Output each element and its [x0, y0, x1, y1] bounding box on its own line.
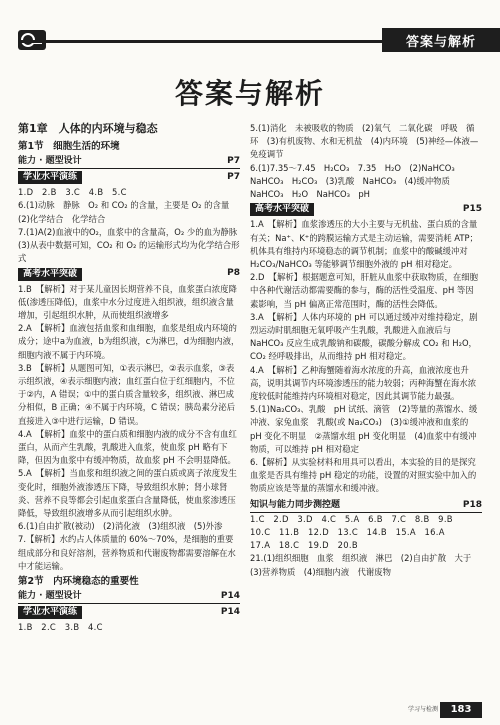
section-heading-2: 第2节 内环境稳态的重要性 — [18, 576, 139, 588]
ability-label: 能力 · 题型设计 — [18, 591, 82, 602]
answer-line: 10.C 11.B 12.D 13.C 14.B 15.A 16.A — [250, 526, 445, 537]
band-row-3 — [18, 606, 240, 619]
band-label: 高考水平突破 — [250, 203, 314, 216]
answer-line: 1.D 2.B 3.C 4.B 5.C — [18, 187, 127, 198]
answer-line: 1.C 2.D 3.D 4.C 5.A 6.B 7.C 8.B 9.B — [250, 513, 453, 524]
section-heading-1: 第1节 细胞生活的环境 — [18, 141, 120, 152]
answer-paragraph: 3.A 【解析】人体内环境的 pH 可以通过缓冲对维持稳定，剧烈运动时肌细胞无氧呼吸产生乳酸，乳酸进入血液后与 NaHCO₃ 反应生成乳酸钠和碳酸，碳酸分解成 CO₂ 和 H₂O，CO₂ 经呼吸排出，从而维持 pH 相对稳定。 — [250, 311, 478, 362]
sync-test-page: P18 — [462, 499, 482, 510]
answer-paragraph: 7.(1)A(2)血液中的O₂，血浆中的含量高，O₂ 少的血为静脉 (3)从表中数据可知，CO₂ 和 O₂ 的运输形式均为化学结合形式 — [18, 226, 246, 264]
answer-paragraph: 6.(1)自由扩散(被动) (2)消化液 (3)组织液 (5)外渗 — [18, 521, 223, 532]
answer-paragraph: 1.A 【解析】血浆渗透压的大小主要与无机盐、蛋白质的含量有关；Na⁺、K⁺的跨膜运输方式是主动运输，需要消耗 ATP；机体具有维持内环境稳态的调节机制；血浆中的酸碱缓冲对 H₂CO₃/NaHCO₃ 等能够调节细胞外液的 pH 相对稳定。 — [250, 219, 478, 270]
band-page: P8 — [227, 268, 240, 279]
answer-paragraph: 2.D 【解析】根据题意可知，肝脏从血浆中获取物质，在细胞中各种代谢活动都需要酶的参与，酶的活性受温度、pH 等因素影响，当 pH 偏离正常范围时，酶的活性会降低。 — [250, 272, 478, 309]
ability-page: P14 — [220, 591, 240, 602]
answer-line: 17.A 18.C 19.D 20.B — [250, 540, 358, 551]
answer-paragraph: 21.(1)组织细胞 血浆 组织液 淋巴 (2)自由扩散 大于 (3)营养物质 (4)细胞内液 代谢废物 — [250, 553, 480, 577]
band-row-2 — [18, 267, 240, 280]
header-tab: 答案与解析 — [382, 28, 500, 52]
band-label: 学业水平演练 — [18, 171, 82, 184]
answer-paragraph: 6.(1)动脉 静脉 O₂ 和 CO₂ 的含量，主要是 O₂ 的含量 (2)化学结合 化学结合 — [18, 200, 238, 224]
left-column — [18, 122, 246, 635]
sync-test-heading — [250, 499, 482, 513]
answer-paragraph: 5.A 【解析】当血浆和组织液之间的蛋白质或离子浓度发生变化时，细胞外液渗透压下降，导致组织水肿；肾小球肾炎、营养不良等都会引起血浆蛋白含量降低，使血浆渗透压降低，导致组织液增多从而引起组织水肿。 — [18, 468, 237, 519]
ability-heading-1 — [18, 155, 240, 169]
footer-stamp: 学习与检测 — [407, 706, 438, 713]
chapter-heading: 第1章 人体的内环境与稳态 — [18, 122, 158, 135]
band-page: P14 — [220, 607, 240, 618]
answer-paragraph: 6.【解析】从实验材料和用具可以看出，本实验的目的是探究血浆是否具有维持 pH 稳定的功能，设置的对照实验中加入的物质应该是等量的蒸馏水和缓冲液。 — [250, 457, 477, 494]
band-row-4 — [250, 203, 482, 216]
answer-paragraph: 4.A 【解析】乙种海蟹随着海水浓度的升高，血液浓度也升高，说明其调节内环境渗透压的能力较弱；丙种海蟹在海水浓度较低时能维持内环境相对稳定，因此其调节能力最强。 — [250, 364, 477, 402]
sync-test-label: 知识与能力同步测控题 — [250, 499, 341, 510]
answer-line: 1.B 2.C 3.B 4.C — [18, 622, 103, 633]
band-page: P7 — [227, 172, 240, 182]
ability-heading-2 — [18, 590, 240, 604]
answer-paragraph: 6.(1)7.35～7.45 H₂CO₃ 7.35 H₂O (2)NaHCO₃ NaHCO₃ H₂CO₃ (3)乳酸 NaHCO₃ (4)缓冲物质 NaHCO₃ H₂O NaHCO₃ pH — [250, 162, 464, 200]
right-column — [250, 122, 482, 579]
answer-paragraph: 3.B 【解析】从题图可知，①表示淋巴，②表示血浆，③表示组织液，④表示细胞内液；血红蛋白位于红细胞内，不位于②内，A 错误；①中的蛋白质含量较多，组织液、淋巴成分相似，B 正确；④不属于内环境，C 错误；胰岛素分泌后直接进入③中进行运输，D 错误。 — [18, 362, 236, 426]
band-label: 高考水平突破 — [18, 268, 82, 281]
page-title: 答案与解析 — [174, 77, 325, 110]
answer-paragraph: 5.(1)Na₂CO₃、乳酸 pH 试纸、滴管 (2)等量的蒸馏水、缓冲液、家兔血浆 乳酸(或 Na₂CO₃) (3)①缓冲液和血浆的 pH 变化不明显 ②蒸馏水组 pH 变化明显 (4)血浆中有缓冲物质，可以维持 pH 相对稳定 — [250, 404, 478, 454]
answer-paragraph: 7.【解析】水约占人体质量的 60%～70%，是细胞的重要组成部分和良好溶剂，营养物质和代谢废物都需要溶解在水中才能运输。 — [18, 534, 236, 571]
band-label: 学业水平演练 — [18, 606, 82, 619]
ability-page: P7 — [227, 156, 240, 166]
page-number: 183 — [440, 702, 482, 718]
ability-label: 能力 · 题型设计 — [18, 156, 82, 166]
page-header — [0, 0, 500, 52]
band-page: P15 — [462, 204, 482, 215]
answer-paragraph: 1.B 【解析】对于某儿童因长期营养不良，血浆蛋白浓度降低(渗透压降低)，血浆中水分过度进入组织液，组织液含量增加，引起组织水肿，从而使组织液增多 — [18, 283, 237, 321]
band-row-1 — [18, 171, 240, 184]
answer-paragraph: 4.A 【解析】血浆中的蛋白质和细胞内液的成分不含有血红蛋白，从而产生乳酸，乳酸进入血浆，使血浆 pH 略有下降，但因为血浆中有缓冲物质，故血浆 pH 不会明显降低。 — [18, 428, 237, 466]
answer-paragraph: 2.A 【解析】血液包括血浆和血细胞，血浆是组成内环境的成分；途中a为血液，b为组织液，c为淋巴，d为细胞内液，细胞内液不属于内环境。 — [18, 323, 240, 360]
answer-paragraph: 5.(1)消化 未被吸收的物质 (2)氧气 二氧化碳 呼吸 循环 (3)有机废物、水和无机盐 (4)内环境 (5)神经—体液—免疫调节 — [250, 123, 479, 160]
